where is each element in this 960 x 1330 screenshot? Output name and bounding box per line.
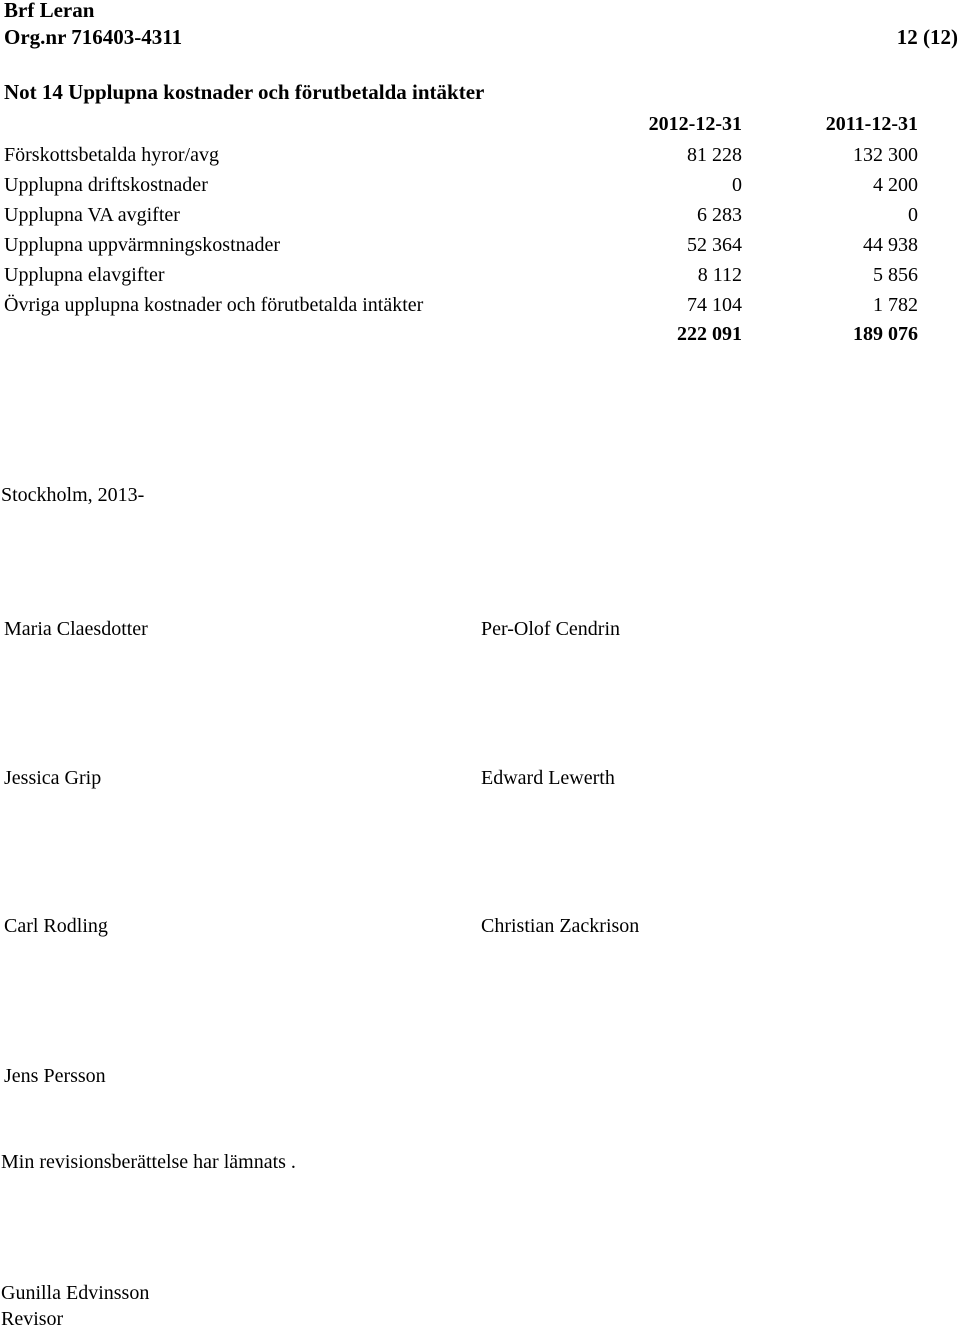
row-value-2011: 4 200 xyxy=(873,174,918,196)
row-label: Upplupna driftskostnader xyxy=(4,174,208,196)
page-number: 12 (12) xyxy=(896,25,958,49)
column-header-2012: 2012-12-31 xyxy=(648,113,742,135)
table-row xyxy=(0,204,960,228)
row-label: Upplupna uppvärmningskostnader xyxy=(4,234,281,256)
table-row xyxy=(0,174,960,198)
row-value-2012: 6 283 xyxy=(697,204,742,226)
company-name: Brf Leran xyxy=(4,0,95,22)
signatory-name: Christian Zackrison xyxy=(481,915,640,937)
table-row xyxy=(0,294,960,318)
row-value-2012: 8 112 xyxy=(697,264,742,286)
signatory-name: Edward Lewerth xyxy=(481,767,615,789)
signatory-name: Maria Claesdotter xyxy=(4,618,148,640)
row-value-2011: 0 xyxy=(908,204,918,226)
table-row xyxy=(0,144,960,168)
signatory-name: Per-Olof Cendrin xyxy=(481,618,621,640)
auditor-title: Revisor xyxy=(1,1308,64,1330)
row-label: Övriga upplupna kostnader och förutbetalda intäkter xyxy=(4,294,424,316)
signatory-name: Jens Persson xyxy=(4,1065,106,1087)
row-value-2011: 1 782 xyxy=(873,294,918,316)
audit-statement: Min revisionsberättelse har lämnats . xyxy=(1,1151,296,1173)
row-value-2012: 81 228 xyxy=(687,144,742,166)
table-row xyxy=(0,264,960,288)
signatory-name: Jessica Grip xyxy=(4,767,102,789)
row-label: Upplupna elavgifter xyxy=(4,264,165,286)
total-row xyxy=(0,323,960,347)
row-value-2012: 0 xyxy=(732,174,742,196)
column-header-2011: 2011-12-31 xyxy=(825,113,918,135)
row-value-2011: 132 300 xyxy=(853,144,918,166)
table-row xyxy=(0,234,960,258)
row-value-2011: 5 856 xyxy=(873,264,918,286)
row-value-2011: 44 938 xyxy=(863,234,918,256)
total-value-2011: 189 076 xyxy=(853,323,918,345)
row-value-2012: 52 364 xyxy=(687,234,742,256)
row-value-2012: 74 104 xyxy=(687,294,742,316)
note-title: Not 14 Upplupna kostnader och förutbetalda intäkter xyxy=(4,80,485,104)
signatory-name: Carl Rodling xyxy=(4,915,108,937)
row-label: Förskottsbetalda hyror/avg xyxy=(4,144,219,166)
place-date: Stockholm, 2013- xyxy=(1,484,145,506)
total-value-2012: 222 091 xyxy=(677,323,742,345)
auditor-name: Gunilla Edvinsson xyxy=(1,1282,150,1304)
row-label: Upplupna VA avgifter xyxy=(4,204,180,226)
org-number: Org.nr 716403-4311 xyxy=(4,25,183,49)
